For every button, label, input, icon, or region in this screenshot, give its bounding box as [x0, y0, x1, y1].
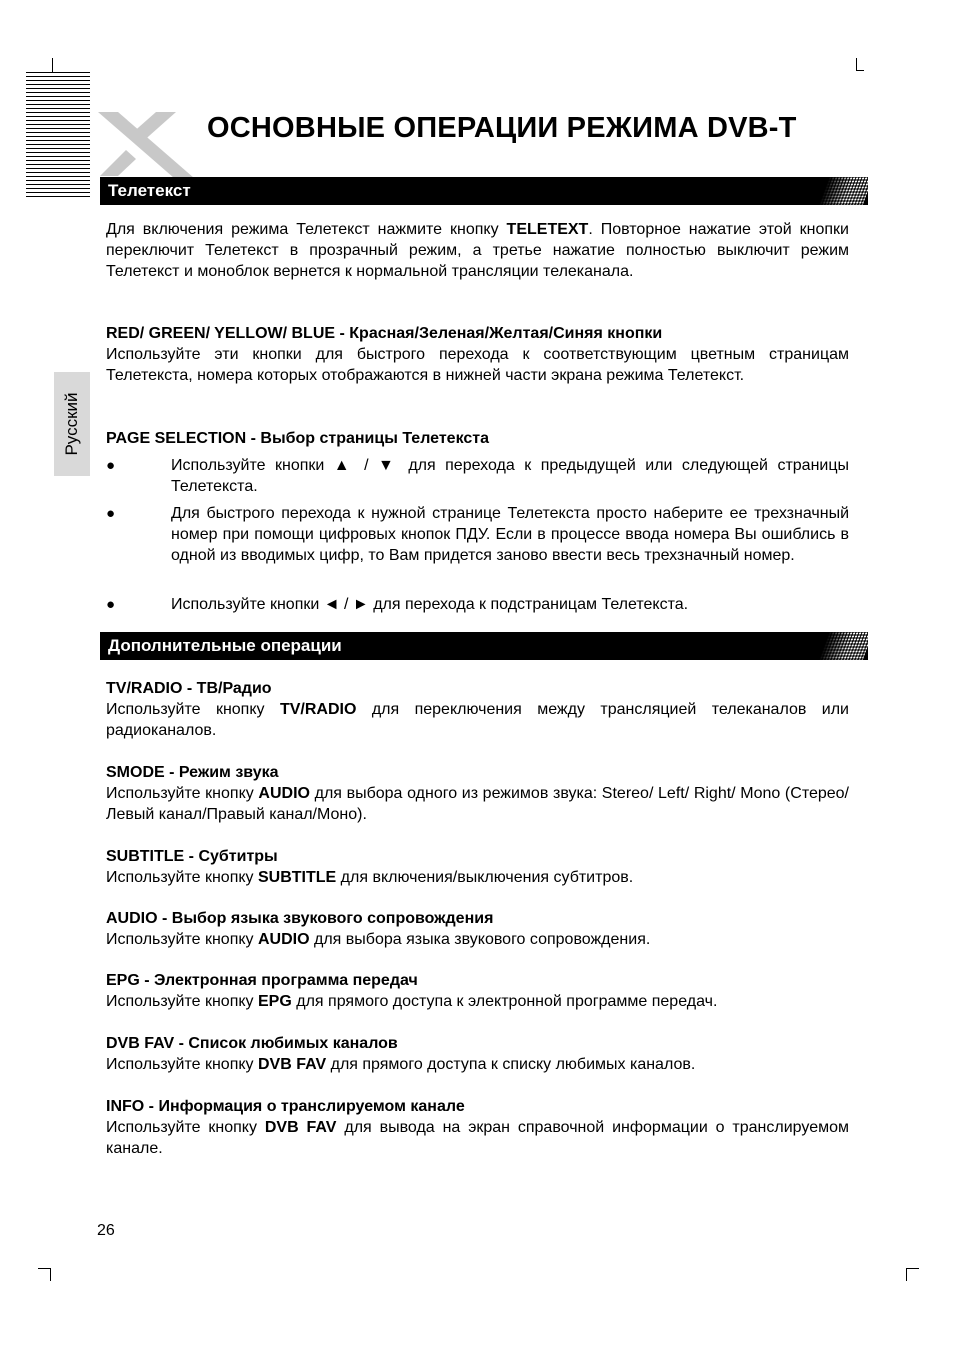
teletext-intro-paragraph: Для включения режима Телетекст нажмите кнопку TELETEXT. Повторное нажатие этой кнопки переключит Телетекст в прозрачный режим, а третье нажатие полностью выключит режим Телетекст и моноблок вернется к нормальной трансляции телеканала. — [106, 221, 849, 280]
decorative-stripes — [26, 72, 90, 200]
bullet-marker: ● — [106, 596, 116, 613]
color-buttons-heading: RED/ GREEN/ YELLOW/ BLUE - Красная/Зеленая/Желтая/Синяя кнопки — [106, 325, 663, 342]
bullet-item: Используйте кнопки ▲ / ▼ для перехода к предыдущей или следующей страницы Телетекста. — [171, 457, 849, 495]
brand-logo-icon — [96, 108, 198, 180]
smode-heading: SMODE - Режим звука — [106, 764, 279, 781]
audio-heading: AUDIO - Выбор языка звукового сопровождения — [106, 910, 494, 927]
section-dots-decoration — [819, 177, 873, 205]
crop-mark-bottom-left — [38, 1268, 51, 1281]
subtitle-text: Используйте кнопку SUBTITLE для включения/выключения субтитров. — [106, 869, 634, 886]
epg-text: Используйте кнопку EPG для прямого доступа к электронной программе передач. — [106, 993, 718, 1010]
section-header-teletext — [100, 177, 868, 205]
page-title: ОСНОВНЫЕ ОПЕРАЦИИ РЕЖИМА DVB-T — [207, 112, 797, 144]
key-name: EPG — [258, 993, 292, 1010]
color-buttons-text: Используйте эти кнопки для быстрого перехода к соответствующим цветным страницам Телетекста, номера которых отображаются в нижней части экрана режима Телетекст. — [106, 346, 849, 384]
tv-radio-text: Используйте кнопку TV/RADIO для переключения между трансляцией телеканалов или радиоканалов. — [106, 701, 849, 739]
bullet-item: Используйте кнопки ◄ / ► для перехода к подстраницам Телетекста. — [171, 596, 689, 613]
language-tab-label: Русский — [62, 392, 81, 456]
section-title: Телетекст — [108, 181, 191, 200]
key-name: DVB FAV — [264, 1119, 337, 1136]
section-header-additional — [100, 632, 868, 660]
epg-heading: EPG - Электронная программа передач — [106, 972, 418, 989]
section-title: Дополнительные операции — [108, 636, 342, 655]
key-name: TV/RADIO — [279, 701, 357, 718]
key-name: AUDIO — [258, 931, 310, 948]
crop-mark-bottom-right — [906, 1268, 919, 1281]
dvb-fav-heading: DVB FAV - Список любимых каналов — [106, 1035, 398, 1052]
key-name: SUBTITLE — [258, 869, 337, 886]
info-text: Используйте кнопку DVB FAV для вывода на экран справочной информации о транслируемом канале. — [106, 1119, 850, 1157]
key-name: AUDIO — [258, 785, 310, 802]
crop-mark-top-right — [856, 58, 864, 71]
page-number: 26 — [97, 1222, 115, 1239]
section-dots-decoration — [819, 632, 873, 660]
audio-text: Используйте кнопку AUDIO для выбора языка звукового сопровождения. — [106, 931, 651, 948]
key-name: DVB FAV — [258, 1056, 327, 1073]
dvb-fav-text: Используйте кнопку DVB FAV для прямого доступа к списку любимых каналов. — [106, 1056, 696, 1073]
page-selection-heading: PAGE SELECTION - Выбор страницы Телетекста — [106, 430, 490, 447]
smode-text: Используйте кнопку AUDIO для выбора одного из режимов звука: Stereo/ Left/ Right/ Mono (Стерео/Левый канал/Правый канал/Моно). — [106, 785, 850, 823]
bullet-item: Для быстрого перехода к нужной странице Телетекста просто наберите ее трехзначный номер при помощи цифровых кнопок ПДУ. Если в процессе ввода номера Вы ошиблись в одной из вводимых цифр, то Вам придется заново ввести весь трехзначный номер. — [171, 505, 849, 564]
bullet-marker: ● — [106, 457, 116, 474]
subtitle-heading: SUBTITLE - Субтитры — [106, 848, 278, 865]
tv-radio-heading: TV/RADIO - ТВ/Радио — [106, 680, 272, 697]
bullet-marker: ● — [106, 505, 116, 522]
key-name: TELETEXT — [506, 221, 589, 238]
crop-mark-top-left — [38, 58, 53, 73]
language-side-tab — [54, 372, 90, 476]
info-heading: INFO - Информация о транслируемом канале — [106, 1098, 465, 1115]
